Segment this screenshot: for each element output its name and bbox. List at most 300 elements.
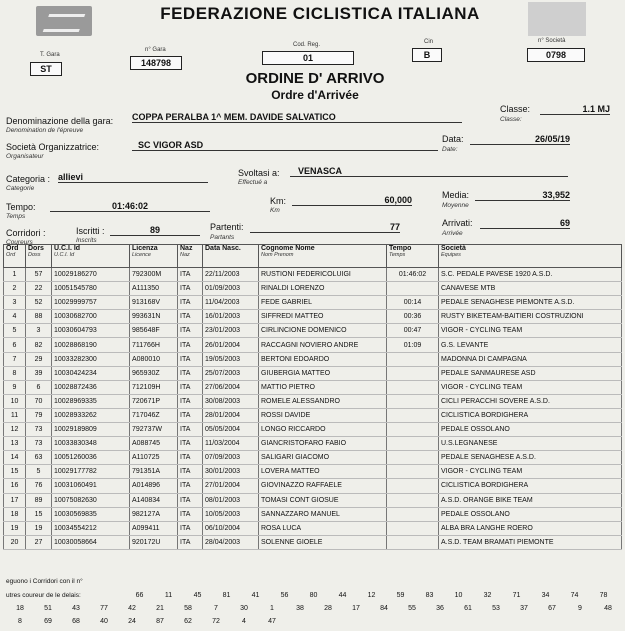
- table-cell: 89: [26, 493, 52, 507]
- table-cell: GIUBERGIA MATTEO: [259, 366, 387, 380]
- footer-number: 77: [100, 605, 108, 612]
- footer-number: 87: [156, 618, 164, 625]
- societa-value: SC VIGOR ASD: [132, 140, 438, 151]
- data-label: Data:: [442, 134, 464, 144]
- n-gara-box: 148798: [130, 56, 182, 70]
- table-cell: PEDALE SENAGHESE A.S.D.: [439, 451, 622, 465]
- table-cell: VIGOR - CYCLING TEAM: [439, 465, 622, 479]
- footer-number: 21: [156, 605, 164, 612]
- footer-number: 11: [164, 592, 173, 599]
- cod-reg-label: Cod. Reg.: [293, 42, 321, 48]
- table-cell: ITA: [178, 535, 203, 549]
- table-row: [4, 310, 622, 324]
- table-cell: 10051260036: [52, 451, 130, 465]
- table-cell: 10030058664: [52, 535, 130, 549]
- n-societa-label: n° Società: [538, 38, 566, 44]
- footer-line-2: utres coureur de le delais:: [6, 592, 81, 599]
- table-cell: [387, 423, 439, 437]
- table-cell: CICLISTICA BORDIGHERA: [439, 408, 622, 422]
- table-cell: RINALDI LORENZO: [259, 282, 387, 296]
- table-cell: 82: [26, 338, 52, 352]
- denominazione-value: COPPA PERALBA 1^ MEM. DAVIDE SALVATICO: [132, 112, 462, 123]
- table-cell: 2: [4, 282, 26, 296]
- results-table: [3, 244, 622, 550]
- footer-number: 66: [135, 592, 144, 599]
- footer-number: 43: [72, 605, 80, 612]
- table-cell: ITA: [178, 437, 203, 451]
- table-row: [4, 296, 622, 310]
- column-header-label: Società: [441, 245, 466, 252]
- table-cell: 6: [26, 380, 52, 394]
- footer-numbers-row-2: [6, 618, 286, 625]
- footer-numbers-row-1: [6, 605, 622, 612]
- table-cell: ITA: [178, 352, 203, 366]
- footer-number: 18: [16, 605, 24, 612]
- table-cell: BERTONI EDOARDO: [259, 352, 387, 366]
- table-cell: 10051545780: [52, 282, 130, 296]
- footer-number: 10: [454, 592, 463, 599]
- table-cell: RACCAGNI NOVIERO ANDRE: [259, 338, 387, 352]
- column-header-label: Naz: [180, 245, 193, 252]
- t-gara-label: T. Gara: [40, 52, 60, 58]
- table-cell: 792300M: [130, 268, 178, 282]
- svoltasi-value: VENASCA: [290, 166, 568, 177]
- footer-number: 9: [578, 605, 582, 612]
- table-row: [4, 507, 622, 521]
- table-cell: [387, 535, 439, 549]
- table-cell: VIGOR - CYCLING TEAM: [439, 324, 622, 338]
- cod-reg-box: 01: [262, 51, 354, 65]
- table-cell: ITA: [178, 423, 203, 437]
- footer-number: 38: [296, 605, 304, 612]
- table-cell: 10029999757: [52, 296, 130, 310]
- table-cell: 27/01/2004: [203, 479, 259, 493]
- table-cell: ITA: [178, 479, 203, 493]
- table-cell: GIANCRISTOFARO FABIO: [259, 437, 387, 451]
- table-row: [4, 423, 622, 437]
- table-cell: 10028872436: [52, 380, 130, 394]
- table-cell: 711766H: [130, 338, 178, 352]
- column-header-label: Tempo: [389, 245, 412, 252]
- footer-number: 30: [240, 605, 248, 612]
- table-cell: VIGOR - CYCLING TEAM: [439, 380, 622, 394]
- footer-number: 41: [251, 592, 260, 599]
- footer-numbers-row-0: [125, 592, 618, 599]
- categoria-label: Categoria :: [6, 174, 51, 184]
- table-cell: 00:47: [387, 324, 439, 338]
- categoria-value: allievi: [58, 172, 208, 183]
- column-header-sub: Doss: [28, 252, 41, 258]
- table-row: [4, 521, 622, 535]
- n-gara-label: n° Gara: [145, 47, 166, 53]
- footer-number: 17: [352, 605, 360, 612]
- footer-number: 51: [44, 605, 52, 612]
- table-cell: 25/07/2003: [203, 366, 259, 380]
- footer-number: 45: [193, 592, 202, 599]
- table-cell: 08/01/2003: [203, 493, 259, 507]
- table-cell: 16/01/2003: [203, 310, 259, 324]
- footer-number: 8: [18, 618, 22, 625]
- table-cell: 57: [26, 268, 52, 282]
- footer-number: 56: [280, 592, 289, 599]
- stamp-mark: [528, 2, 586, 36]
- table-cell: A080010: [130, 352, 178, 366]
- table-cell: U.S.LEGNANESE: [439, 437, 622, 451]
- table-cell: ROSA LUCA: [259, 521, 387, 535]
- table-cell: 10030604793: [52, 324, 130, 338]
- table-cell: LOVERA MATTEO: [259, 465, 387, 479]
- table-cell: 7: [4, 352, 26, 366]
- footer-number: 48: [604, 605, 612, 612]
- table-cell: 10029186270: [52, 268, 130, 282]
- table-cell: 8: [4, 366, 26, 380]
- table-cell: 14: [4, 451, 26, 465]
- table-cell: 17: [4, 493, 26, 507]
- footer-number: 74: [570, 592, 579, 599]
- table-row: [4, 366, 622, 380]
- table-row: [4, 380, 622, 394]
- footer-number: 58: [184, 605, 192, 612]
- table-cell: 12: [4, 423, 26, 437]
- table-cell: 9: [4, 380, 26, 394]
- table-cell: 73: [26, 437, 52, 451]
- table-cell: 720671P: [130, 394, 178, 408]
- cin-box: B: [412, 48, 442, 62]
- table-cell: ROMELE ALESSANDRO: [259, 394, 387, 408]
- table-row: [4, 394, 622, 408]
- footer-number: 61: [464, 605, 472, 612]
- table-row: [4, 493, 622, 507]
- table-cell: ROSSI DAVIDE: [259, 408, 387, 422]
- footer-number: 40: [100, 618, 108, 625]
- cin-label: Cin: [424, 39, 434, 45]
- table-cell: ITA: [178, 380, 203, 394]
- table-cell: [387, 437, 439, 451]
- n-societa-box: 0798: [527, 48, 585, 62]
- table-cell: G.S. LEVANTE: [439, 338, 622, 352]
- table-header-row: [4, 245, 622, 268]
- footer-number: 84: [380, 605, 388, 612]
- column-header-sub: Equipes: [441, 252, 461, 258]
- table-cell: PEDALE OSSOLANO: [439, 507, 622, 521]
- table-cell: ITA: [178, 324, 203, 338]
- table-cell: [387, 465, 439, 479]
- table-cell: 19: [26, 521, 52, 535]
- table-cell: 712109H: [130, 380, 178, 394]
- table-cell: 20: [4, 535, 26, 549]
- table-cell: [387, 380, 439, 394]
- denominazione-label: Denominazione della gara:: [6, 116, 114, 126]
- table-row: [4, 535, 622, 549]
- footer-number: 59: [396, 592, 405, 599]
- column-header: [259, 245, 387, 268]
- media-sub: Moyenne: [442, 202, 469, 209]
- table-row: [4, 268, 622, 282]
- table-cell: 00:14: [387, 296, 439, 310]
- iscritti-sub: Inscrits: [76, 237, 97, 244]
- table-cell: 10075082630: [52, 493, 130, 507]
- table-cell: 15: [4, 465, 26, 479]
- footer-number: 53: [492, 605, 500, 612]
- table-cell: 19: [4, 521, 26, 535]
- table-cell: 15: [26, 507, 52, 521]
- table-cell: 76: [26, 479, 52, 493]
- column-header-sub: Naz: [180, 252, 190, 258]
- column-header: [203, 245, 259, 268]
- table-cell: ITA: [178, 296, 203, 310]
- table-row: [4, 479, 622, 493]
- table-cell: 23/01/2003: [203, 324, 259, 338]
- footer-number: 37: [520, 605, 528, 612]
- table-cell: 10033282300: [52, 352, 130, 366]
- table-cell: 52: [26, 296, 52, 310]
- footer-number: 32: [483, 592, 492, 599]
- partenti-label: Partenti:: [210, 222, 244, 232]
- footer-number: 72: [212, 618, 220, 625]
- table-cell: PEDALE SENAGHESE PIEMONTE A.S.D.: [439, 296, 622, 310]
- table-cell: 10: [4, 394, 26, 408]
- column-header: [439, 245, 622, 268]
- table-row: [4, 282, 622, 296]
- table-cell: PEDALE OSSOLANO: [439, 423, 622, 437]
- corridori-label: Corridori :: [6, 228, 46, 238]
- table-cell: 1: [4, 268, 26, 282]
- footer-number: 47: [268, 618, 276, 625]
- corridori-sub: Coureurs: [6, 239, 33, 246]
- table-cell: ITA: [178, 366, 203, 380]
- table-cell: A088745: [130, 437, 178, 451]
- table-cell: MATTIO PIETRO: [259, 380, 387, 394]
- table-cell: MADONNA DI CAMPAGNA: [439, 352, 622, 366]
- footer-number: 24: [128, 618, 136, 625]
- categoria-sub: Categorie: [6, 185, 35, 192]
- table-cell: ITA: [178, 268, 203, 282]
- table-cell: [387, 507, 439, 521]
- table-cell: [387, 352, 439, 366]
- data-value: 26/05/19: [470, 134, 570, 145]
- table-cell: 18: [4, 507, 26, 521]
- table-row: [4, 324, 622, 338]
- table-cell: 30/08/2003: [203, 394, 259, 408]
- table-cell: ITA: [178, 282, 203, 296]
- table-cell: 79: [26, 408, 52, 422]
- table-cell: 00:36: [387, 310, 439, 324]
- svoltasi-sub: Effectué a: [238, 179, 268, 186]
- table-cell: A140834: [130, 493, 178, 507]
- table-cell: GIOVINAZZO RAFFAELE: [259, 479, 387, 493]
- table-cell: ITA: [178, 521, 203, 535]
- table-cell: SANNAZZARO MANUEL: [259, 507, 387, 521]
- footer-number: 81: [222, 592, 231, 599]
- column-header: [130, 245, 178, 268]
- table-cell: ITA: [178, 394, 203, 408]
- tempo-value: 01:46:02: [50, 201, 210, 212]
- table-cell: 73: [26, 423, 52, 437]
- table-cell: SIFFREDI MATTEO: [259, 310, 387, 324]
- table-cell: 01:46:02: [387, 268, 439, 282]
- table-cell: TOMASI CONT GIOSUE: [259, 493, 387, 507]
- table-cell: 965930Z: [130, 366, 178, 380]
- tempo-sub: Temps: [6, 213, 26, 220]
- svoltasi-label: Svoltasi a:: [238, 168, 280, 178]
- table-row: [4, 465, 622, 479]
- table-cell: LONGO RICCARDO: [259, 423, 387, 437]
- column-header-sub: Ord: [6, 252, 16, 258]
- column-header-sub: Licence: [132, 252, 151, 258]
- footer-number: 67: [548, 605, 556, 612]
- table-cell: 982127A: [130, 507, 178, 521]
- table-cell: 985648F: [130, 324, 178, 338]
- classe-value: 1.1 MJ: [540, 104, 610, 115]
- table-cell: A.S.D. ORANGE BIKE TEAM: [439, 493, 622, 507]
- table-cell: 792737W: [130, 423, 178, 437]
- footer-number: 71: [512, 592, 521, 599]
- column-header-label: Ord: [6, 245, 19, 252]
- media-label: Media:: [442, 190, 470, 200]
- table-cell: 01:09: [387, 338, 439, 352]
- table-cell: RUSTY BIKETEAM-BAITIERI COSTRUZIONI: [439, 310, 622, 324]
- table-cell: 10033830348: [52, 437, 130, 451]
- column-header: [26, 245, 52, 268]
- table-cell: [387, 479, 439, 493]
- column-header-sub: Nom Prenom: [261, 252, 294, 258]
- footer-line-1: eguono i Corridori con il n°: [6, 578, 83, 585]
- table-cell: ITA: [178, 465, 203, 479]
- table-cell: 913168V: [130, 296, 178, 310]
- table-cell: 10030682700: [52, 310, 130, 324]
- table-cell: A099411: [130, 521, 178, 535]
- partenti-sub: Partants: [210, 234, 235, 241]
- table-cell: 70: [26, 394, 52, 408]
- federation-title: FEDERAZIONE CICLISTICA ITALIANA: [160, 4, 480, 23]
- table-cell: S.C. PEDALE PAVESE 1920 A.S.D.: [439, 268, 622, 282]
- footer-number: 78: [599, 592, 608, 599]
- footer-number: 62: [184, 618, 192, 625]
- footer-number: 28: [324, 605, 332, 612]
- table-cell: [387, 282, 439, 296]
- table-cell: 06/10/2004: [203, 521, 259, 535]
- table-cell: 10034554212: [52, 521, 130, 535]
- table-cell: 791351A: [130, 465, 178, 479]
- table-cell: 10030424234: [52, 366, 130, 380]
- table-cell: ITA: [178, 493, 203, 507]
- table-cell: [387, 408, 439, 422]
- table-cell: PEDALE SANMAURESE ASD: [439, 366, 622, 380]
- table-cell: 920172U: [130, 535, 178, 549]
- table-cell: 11/03/2004: [203, 437, 259, 451]
- table-cell: A110725: [130, 451, 178, 465]
- iscritti-label: Iscritti :: [76, 226, 105, 236]
- table-cell: SOLENNE GIOELE: [259, 535, 387, 549]
- footer-number: 69: [44, 618, 52, 625]
- column-header: [4, 245, 26, 268]
- column-header-sub: U.C.I. Id: [54, 252, 75, 258]
- table-cell: 4: [4, 310, 26, 324]
- footer-number: 68: [72, 618, 80, 625]
- footer-number: 36: [436, 605, 444, 612]
- tempo-label: Tempo:: [6, 202, 36, 212]
- footer-number: 34: [541, 592, 550, 599]
- media-value: 33,952: [475, 190, 570, 201]
- table-cell: FEDE GABRIEL: [259, 296, 387, 310]
- table-cell: 27/06/2004: [203, 380, 259, 394]
- table-cell: SALIGARI GIACOMO: [259, 451, 387, 465]
- footer-number: 12: [367, 592, 376, 599]
- table-cell: 05/05/2004: [203, 423, 259, 437]
- column-header-label: Data Nasc.: [205, 245, 241, 252]
- column-header-label: Licenza: [132, 245, 158, 252]
- table-cell: [387, 493, 439, 507]
- denominazione-sub: Denomination de l'épreuve: [6, 127, 84, 134]
- footer-number: 83: [425, 592, 434, 599]
- footer-number: 42: [128, 605, 136, 612]
- footer-number: 55: [408, 605, 416, 612]
- arrivati-label: Arrivati:: [442, 218, 473, 228]
- table-cell: A111350: [130, 282, 178, 296]
- table-cell: CIRLINCIONE DOMENICO: [259, 324, 387, 338]
- document-subtitle: Ordre d'Arrivée: [271, 88, 359, 102]
- table-cell: [387, 366, 439, 380]
- km-value: 60,000: [292, 195, 412, 206]
- table-cell: A014896: [130, 479, 178, 493]
- table-row: [4, 437, 622, 451]
- table-cell: CANAVESE MTB: [439, 282, 622, 296]
- table-cell: ALBA BRA LANGHE ROERO: [439, 521, 622, 535]
- table-cell: 717046Z: [130, 408, 178, 422]
- table-cell: 22: [26, 282, 52, 296]
- table-cell: 11: [4, 408, 26, 422]
- data-sub: Date:: [442, 146, 458, 153]
- footer-number: 4: [242, 618, 246, 625]
- table-cell: ITA: [178, 507, 203, 521]
- column-header-label: U.C.I. Id: [54, 245, 81, 252]
- table-cell: 5: [4, 324, 26, 338]
- iscritti-value: 89: [110, 225, 200, 236]
- column-header-label: Cognome Nome: [261, 245, 315, 252]
- table-cell: A.S.D. TEAM BRAMATI PIEMONTE: [439, 535, 622, 549]
- table-cell: 3: [26, 324, 52, 338]
- table-cell: 63: [26, 451, 52, 465]
- table-cell: ITA: [178, 310, 203, 324]
- societa-sub: Organisateur: [6, 153, 44, 160]
- table-cell: 11/04/2003: [203, 296, 259, 310]
- table-cell: [387, 521, 439, 535]
- table-cell: 10028969335: [52, 394, 130, 408]
- table-cell: 19/05/2003: [203, 352, 259, 366]
- table-cell: 16: [4, 479, 26, 493]
- table-cell: 3: [4, 296, 26, 310]
- table-cell: 39: [26, 366, 52, 380]
- footer-number: 80: [309, 592, 318, 599]
- table-cell: ITA: [178, 408, 203, 422]
- table-cell: 29: [26, 352, 52, 366]
- table-cell: 10031060491: [52, 479, 130, 493]
- table-cell: 10/05/2003: [203, 507, 259, 521]
- table-cell: 993631N: [130, 310, 178, 324]
- column-header: [52, 245, 130, 268]
- table-cell: 10029177782: [52, 465, 130, 479]
- table-cell: 10028868190: [52, 338, 130, 352]
- table-cell: RUSTIONI FEDERICOLUIGI: [259, 268, 387, 282]
- footer-number: 7: [214, 605, 218, 612]
- table-row: [4, 408, 622, 422]
- arrivati-sub: Arrivée: [442, 230, 463, 237]
- table-row: [4, 451, 622, 465]
- table-cell: 10028933262: [52, 408, 130, 422]
- km-label: Km:: [270, 196, 287, 206]
- table-cell: 10029189809: [52, 423, 130, 437]
- table-cell: 07/09/2003: [203, 451, 259, 465]
